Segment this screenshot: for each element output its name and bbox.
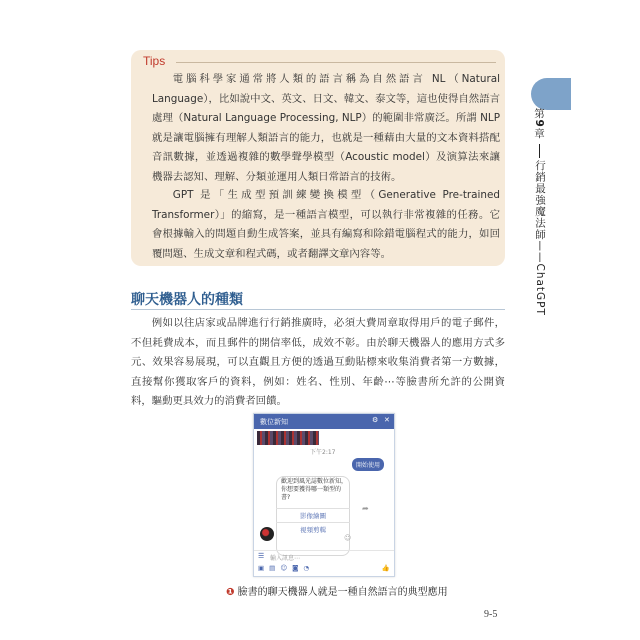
bot-message-text: 歡迎到風光誌數位新知，你想要獲得哪一類型的書? <box>281 478 348 501</box>
gear-icon[interactable]: ⚙ <box>372 416 379 424</box>
attachment-icon[interactable]: ▣ <box>258 564 265 572</box>
tips-divider <box>176 62 496 63</box>
get-started-button[interactable]: 開始使用 <box>352 458 384 471</box>
chapter-suffix: 章 <box>533 127 545 140</box>
sticker-icon[interactable]: ☺ <box>280 564 288 572</box>
page-number: 9-5 <box>484 609 498 620</box>
messenger-header <box>254 414 394 429</box>
chapter-label <box>532 108 547 139</box>
close-icon[interactable]: ✕ <box>384 416 390 424</box>
messenger-page-title: 數位新知 <box>260 418 288 426</box>
tips-title: Tips <box>143 54 166 68</box>
section-underline <box>131 309 505 310</box>
gif-icon[interactable]: ▤ <box>269 564 276 572</box>
emoji-icon[interactable]: ◔ <box>303 564 310 572</box>
page-cover-image <box>257 431 319 445</box>
chapter-divider <box>539 144 540 158</box>
option-button-image-drawing[interactable]: 影像繪圖 <box>276 508 350 523</box>
chapter-prefix: 第 <box>533 108 545 120</box>
caption-marker: ❶ <box>226 587 235 598</box>
chapter-number: 9 <box>533 119 545 128</box>
message-timestamp: 下午2:17 <box>310 449 336 456</box>
tips-paragraph-1: 電腦科學家通常將人類的語言稱為自然語言 NL（Natural Language），比如說中文、英文、日文、韓文、泰文等，這也使得自然語言處理（Natural Language Processing, NLP）的範圍非常廣泛。所謂 NLP 就是讓電腦擁有理解人類語言的能力，也就是一種藉由大量的文本資料搭配音訊數據，並透過複雜的數學聲學模型（Acoustic model）及演算法來讓機器去認知、理解、分類並運用人類日常語言的技術。 <box>152 73 500 183</box>
avatar <box>260 527 274 541</box>
messenger-screenshot <box>253 413 395 577</box>
messenger-toolbar <box>258 564 390 574</box>
tips-paragraph-2: GPT 是「生成型預訓練變換模型（Generative Pre-trained Transformer）」的縮寫，是一種語言模型，可以執行非常複雜的任務。它會根據輸入的問題自動生成答案，並具有編寫和除錯電腦程式的能力，如回覆問題、生成文章和程式碼，或者翻譯文章內容等。 <box>152 189 500 260</box>
share-icon[interactable]: ➦ <box>362 504 369 513</box>
camera-icon[interactable]: ◙ <box>292 564 299 572</box>
option-button-video-editing[interactable]: 視頻剪輯 <box>276 522 350 537</box>
figure-caption <box>226 583 448 598</box>
section-body: 例如以往店家或品牌進行行銷推廣時，必須大費周章取得用戶的電子郵件，不但耗費成本，而且郵件的開信率低，成效不彰。由於聊天機器人的應用方式多元、效果容易展現，可以直觀且方便的透過互動貼標來收集消費者第一方數據，直接幫你獲取客戶的資料，例如：姓名、性別、年齡⋯等臉書所允許的公開資料，驅動更具效力的消費者回饋。 <box>131 317 505 407</box>
like-icon[interactable]: 👍 <box>381 564 390 572</box>
reaction-icon[interactable]: ☺ <box>344 534 352 542</box>
chapter-tab <box>531 78 571 110</box>
chapter-title: 行銷最強魔法師——ChatGPT <box>534 160 546 316</box>
message-input[interactable]: 輸入訊息⋯ <box>270 555 301 562</box>
section-heading: 聊天機器人的種類 <box>131 292 243 308</box>
caption-text: 臉書的聊天機器人就是一種自然語言的典型應用 <box>237 587 448 598</box>
menu-icon[interactable]: ☰ <box>258 552 265 560</box>
